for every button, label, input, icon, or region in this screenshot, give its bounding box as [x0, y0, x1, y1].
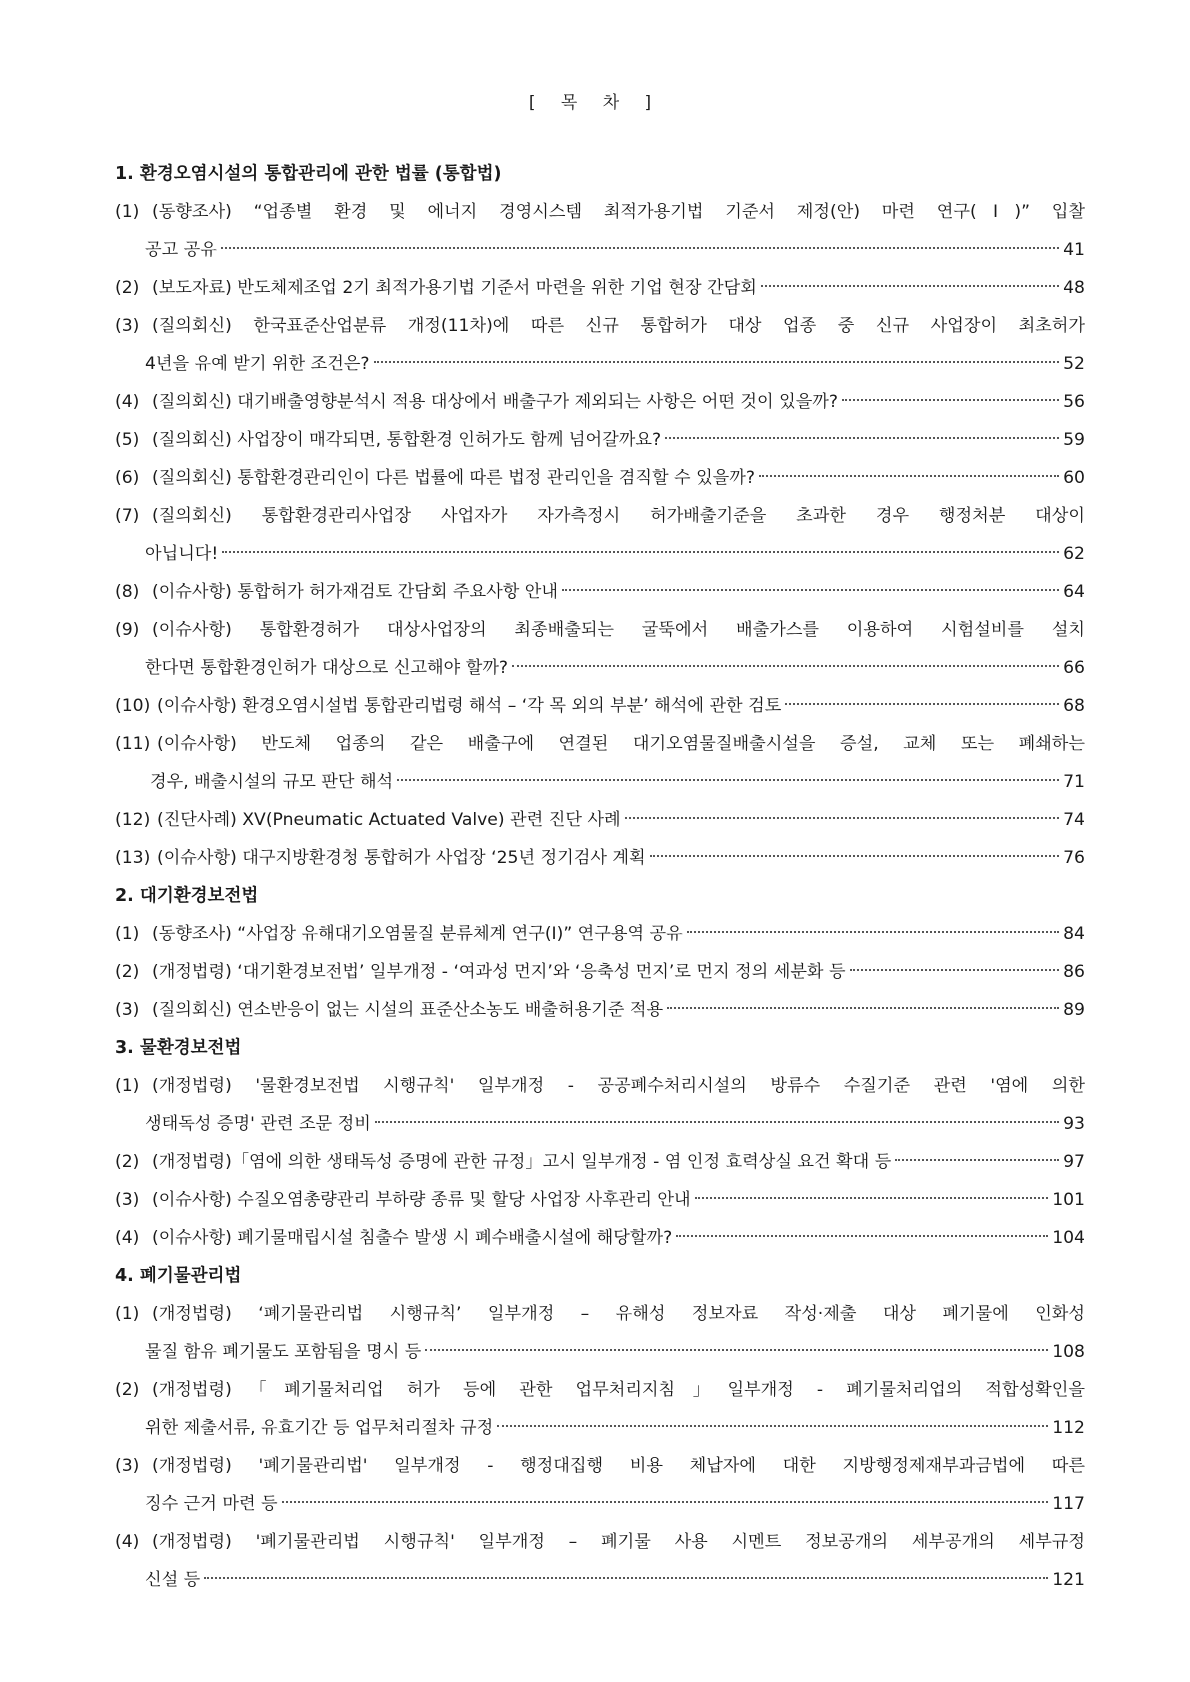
entry-line: [152, 953, 1085, 991]
entry-text: (이슈사항) 통합환경허가 대상사업장의 최종배출되는 굴뚝에서 배출가스를 이용하여 시험설비를 설치: [152, 620, 1085, 640]
entry-line: [152, 1447, 1085, 1485]
entry-number: (3): [115, 1456, 140, 1476]
entry-line: [157, 839, 1085, 877]
entry-text: (질의회신) 연소반응이 없는 시설의 표준산소농도 배출허용기준 적용: [152, 1000, 664, 1020]
entry-body: [152, 573, 1085, 611]
entry-line: [145, 1561, 1085, 1599]
entry-number: (5): [115, 430, 140, 450]
entry-text: 한다면 통합환경인허가 대상으로 신고해야 할까?: [145, 658, 509, 678]
dot-leader: [497, 1408, 1048, 1427]
entry-body: [157, 839, 1085, 877]
page-number: 64: [1063, 582, 1085, 602]
entry-line: [152, 307, 1085, 345]
dot-leader: [204, 1560, 1048, 1579]
entry-text: (질의회신) 한국표준산업분류 개정(11차)에 따른 신규 통합허가 대상 업종 중 신규 사업장이 최초허가: [152, 316, 1085, 336]
dot-leader: [676, 1218, 1048, 1237]
entry-body: [145, 1067, 1085, 1143]
entry-text: (질의회신) 대기배출영향분석시 적용 대상에서 배출구가 제외되는 사항은 어떤 것이 있을까?: [152, 392, 839, 412]
entry-number: (8): [115, 582, 140, 602]
entry-number: (4): [115, 1532, 140, 1552]
entry-number: (2): [115, 278, 140, 298]
entry-line: [152, 1181, 1085, 1219]
entry-line: [152, 1219, 1085, 1257]
entry-body: [157, 801, 1085, 839]
dot-leader: [785, 686, 1059, 705]
toc-entry: [115, 1447, 1085, 1523]
section-heading: 4. 폐기물관리법: [115, 1266, 242, 1286]
entry-line: [152, 991, 1085, 1029]
toc-entry: [115, 497, 1085, 573]
toc-entry: [115, 459, 1085, 497]
toc-entry: [115, 573, 1085, 611]
dot-leader: [665, 420, 1059, 439]
toc-entry: [115, 193, 1085, 269]
toc-entry: [115, 421, 1085, 459]
entry-body: [152, 953, 1085, 991]
entry-body: [157, 687, 1085, 725]
page-number: 76: [1063, 848, 1085, 868]
dot-leader: [667, 990, 1059, 1009]
dot-leader: [850, 952, 1060, 971]
page-number: 112: [1052, 1418, 1085, 1438]
entry-text: (질의회신) 통합환경관리인이 다른 법률에 따른 법정 관리인을 겸직할 수 있을까?: [152, 468, 756, 488]
entry-number: (1): [115, 924, 140, 944]
toc-entry: [115, 839, 1085, 877]
page-number: 74: [1063, 810, 1085, 830]
page-number: 62: [1063, 544, 1085, 564]
entry-number: (4): [115, 392, 140, 412]
dot-leader: [282, 1484, 1049, 1503]
page-number: 101: [1052, 1190, 1085, 1210]
toc-section: [115, 1257, 1085, 1599]
toc-entry: [115, 1181, 1085, 1219]
entry-text: 경우, 배출시설의 규모 판단 해석: [150, 772, 394, 792]
section-heading: 1. 환경오염시설의 통합관리에 관한 법률 (통합법): [115, 164, 502, 184]
entry-number: (12): [115, 810, 151, 830]
dot-leader: [375, 1104, 1059, 1123]
entry-line: [152, 1067, 1085, 1105]
entry-line: [152, 269, 1085, 307]
page-number: 59: [1063, 430, 1085, 450]
dot-leader: [695, 1180, 1049, 1199]
entry-number: (2): [115, 962, 140, 982]
entry-text: (이슈사항) 반도체 업종의 같은 배출구에 연결된 대기오염물질배출시설을 증설, 교체 또는 폐쇄하는: [157, 734, 1085, 754]
dot-leader: [562, 572, 1059, 591]
entry-body: [152, 383, 1085, 421]
toc-entry: [115, 1067, 1085, 1143]
toc-entry: [115, 1523, 1085, 1599]
entry-text: (이슈사항) 대구지방환경청 통합허가 사업장 ‘25년 정기검사 계획: [157, 848, 646, 868]
entry-number: (6): [115, 468, 140, 488]
entry-text: 물질 함유 폐기물도 포함됨을 명시 등: [145, 1342, 422, 1362]
section-heading: 3. 물환경보전법: [115, 1038, 242, 1058]
page-number: 66: [1063, 658, 1085, 678]
entry-text: (이슈사항) 폐기물매립시설 침출수 발생 시 폐수배출시설에 해당할까?: [152, 1228, 673, 1248]
entry-line: [152, 459, 1085, 497]
toc-section: [115, 155, 1085, 877]
entry-body: [145, 307, 1085, 383]
entry-line: [145, 649, 1085, 687]
entry-number: (7): [115, 506, 140, 526]
toc-entry: [115, 953, 1085, 991]
toc-entry: [115, 915, 1085, 953]
entry-number: (1): [115, 202, 140, 222]
entry-line: [152, 421, 1085, 459]
entry-text: (동향조사) “사업장 유해대기오염물질 분류체계 연구(I)” 연구용역 공유: [152, 924, 683, 944]
entry-body: [152, 1219, 1085, 1257]
entry-line: [145, 345, 1085, 383]
entry-number: (11): [115, 734, 151, 754]
page-number: 48: [1063, 278, 1085, 298]
toc-entry: [115, 801, 1085, 839]
entry-text: (개정법령) ‘대기환경보전법’ 일부개정 - ‘여과성 먼지’와 ‘응축성 먼지’로 먼지 정의 세분화 등: [152, 962, 846, 982]
toc-entry: [115, 1371, 1085, 1447]
entry-line: [157, 725, 1085, 763]
dot-leader: [842, 382, 1059, 401]
entry-body: [145, 1371, 1085, 1447]
dot-leader: [222, 534, 1059, 553]
dot-leader: [221, 230, 1059, 249]
entry-number: (2): [115, 1152, 140, 1172]
entry-line: [152, 193, 1085, 231]
entry-line: [157, 687, 1085, 725]
entry-text: 아닙니다!: [145, 544, 219, 564]
entry-line: [152, 915, 1085, 953]
entry-text: (동향조사) “업종별 환경 및 에너지 경영시스템 최적가용기법 기준서 제정(안) 마련 연구(Ⅰ)” 입찰: [152, 202, 1085, 222]
toc-entry: [115, 383, 1085, 421]
entry-text: (개정법령)「염에 의한 생태독성 증명에 관한 규정」고시 일부개정 - 염 인정 효력상실 요건 확대 등: [152, 1152, 892, 1172]
page-number: 117: [1052, 1494, 1085, 1514]
entry-line: [150, 763, 1085, 801]
entry-line: [152, 1143, 1085, 1181]
entry-body: [145, 611, 1085, 687]
toc-entry: [115, 1295, 1085, 1371]
dot-leader: [650, 838, 1060, 857]
entry-body: [152, 915, 1085, 953]
entry-text: (질의회신) 사업장이 매각되면, 통합환경 인허가도 함께 넘어갈까요?: [152, 430, 662, 450]
page-title: [ 목 차 ]: [528, 93, 662, 113]
entry-text: (이슈사항) 통합허가 허가재검토 간담회 주요사항 안내: [152, 582, 558, 602]
entry-number: (9): [115, 620, 140, 640]
dot-leader: [759, 458, 1059, 477]
page-number: 89: [1063, 1000, 1085, 1020]
entry-line: [145, 1105, 1085, 1143]
entry-text: (개정법령)「폐기물처리업 허가 등에 관한 업무처리지침」일부개정 - 폐기물처리업의 적합성확인을: [152, 1380, 1085, 1400]
entry-body: [152, 1181, 1085, 1219]
page-number: 68: [1063, 696, 1085, 716]
entry-body: [152, 991, 1085, 1029]
dot-leader: [895, 1142, 1059, 1161]
entry-text: (보도자료) 반도체제조업 2기 최적가용기법 기준서 마련을 위한 기업 현장 간담회: [152, 278, 757, 298]
entry-text: 생태독성 증명' 관련 조문 정비: [145, 1114, 371, 1134]
entry-line: [152, 497, 1085, 535]
entry-line: [152, 1295, 1085, 1333]
toc-entry: [115, 1219, 1085, 1257]
dot-leader: [687, 914, 1059, 933]
entry-line: [152, 383, 1085, 421]
page-number: 108: [1052, 1342, 1085, 1362]
entry-line: [157, 801, 1085, 839]
entry-text: (개정법령) '물환경보전법 시행규칙' 일부개정 - 공공폐수처리시설의 방류수 수질기준 관련 '염에 의한: [152, 1076, 1085, 1096]
page-number: 56: [1063, 392, 1085, 412]
entry-text: 신설 등: [145, 1570, 201, 1590]
entry-number: (3): [115, 1000, 140, 1020]
entry-text: (개정법령) ‘폐기물관리법 시행규칙’ 일부개정 – 유해성 정보자료 작성·제출 대상 폐기물에 인화성: [152, 1304, 1085, 1324]
page-number: 93: [1063, 1114, 1085, 1134]
entry-body: [152, 269, 1085, 307]
entry-number: (1): [115, 1304, 140, 1324]
entry-body: [145, 1295, 1085, 1371]
page-number: 84: [1063, 924, 1085, 944]
toc-entry: [115, 1143, 1085, 1181]
entry-line: [145, 1333, 1085, 1371]
entry-line: [145, 1485, 1085, 1523]
entry-line: [152, 573, 1085, 611]
entry-line: [145, 231, 1085, 269]
dot-leader: [374, 344, 1060, 363]
section-heading: 2. 대기환경보전법: [115, 886, 259, 906]
page-number: 104: [1052, 1228, 1085, 1248]
entry-number: (3): [115, 316, 140, 336]
entry-number: (1): [115, 1076, 140, 1096]
toc-section: [115, 877, 1085, 1029]
entry-body: [145, 193, 1085, 269]
entry-body: [145, 497, 1085, 573]
page-number: 60: [1063, 468, 1085, 488]
entry-number: (2): [115, 1380, 140, 1400]
entry-text: 위한 제출서류, 유효기간 등 업무처리절차 규정: [145, 1418, 494, 1438]
dot-leader: [397, 762, 1059, 781]
page-number: 41: [1063, 240, 1085, 260]
toc-entry: [115, 307, 1085, 383]
entry-body: [145, 1447, 1085, 1523]
page-number: 97: [1063, 1152, 1085, 1172]
entry-text: 4년을 유예 받기 위한 조건은?: [145, 354, 370, 374]
entry-text: (개정법령) '폐기물관리법' 일부개정 - 행정대집행 비용 체납자에 대한 지방행정제재부과금법에 따른: [152, 1456, 1085, 1476]
toc-entry: [115, 611, 1085, 687]
entry-body: [145, 1523, 1085, 1599]
entry-line: [145, 1409, 1085, 1447]
entry-text: (이슈사항) 환경오염시설법 통합관리법령 해석 – ‘각 목 외의 부분’ 해석에 관한 검토: [157, 696, 782, 716]
entry-number: (13): [115, 848, 151, 868]
toc-section: [115, 1029, 1085, 1257]
page-number: 52: [1063, 354, 1085, 374]
entry-text: 공고 공유: [145, 240, 217, 260]
entry-body: [152, 1143, 1085, 1181]
page-number: 71: [1063, 772, 1085, 792]
entry-number: (4): [115, 1228, 140, 1248]
entry-text: (진단사례) XV(Pneumatic Actuated Valve) 관련 진단 사례: [157, 810, 621, 830]
entry-text: (질의회신) 통합환경관리사업장 사업자가 자가측정시 허가배출기준을 초과한 경우 행정처분 대상이: [152, 506, 1085, 526]
entry-line: [152, 611, 1085, 649]
entry-line: [152, 1371, 1085, 1409]
page-number: 86: [1063, 962, 1085, 982]
entry-number: (3): [115, 1190, 140, 1210]
page-number: 121: [1052, 1570, 1085, 1590]
toc-entry: [115, 687, 1085, 725]
entry-text: (이슈사항) 수질오염총량관리 부하량 종류 및 할당 사업장 사후관리 안내: [152, 1190, 691, 1210]
dot-leader: [625, 800, 1060, 819]
toc-entry: [115, 269, 1085, 307]
dot-leader: [761, 268, 1059, 287]
entry-text: 징수 근거 마련 등: [145, 1494, 278, 1514]
entry-body: [150, 725, 1085, 801]
entry-text: (개정법령) '폐기물관리법 시행규칙' 일부개정 – 폐기물 사용 시멘트 정보공개의 세부공개의 세부규정: [152, 1532, 1085, 1552]
table-of-contents: [115, 155, 1085, 1599]
entry-line: [152, 1523, 1085, 1561]
entry-body: [152, 421, 1085, 459]
entry-number: (10): [115, 696, 151, 716]
toc-entry: [115, 991, 1085, 1029]
dot-leader: [425, 1332, 1048, 1351]
dot-leader: [512, 648, 1059, 667]
toc-entry: [115, 725, 1085, 801]
entry-line: [145, 535, 1085, 573]
entry-body: [152, 459, 1085, 497]
